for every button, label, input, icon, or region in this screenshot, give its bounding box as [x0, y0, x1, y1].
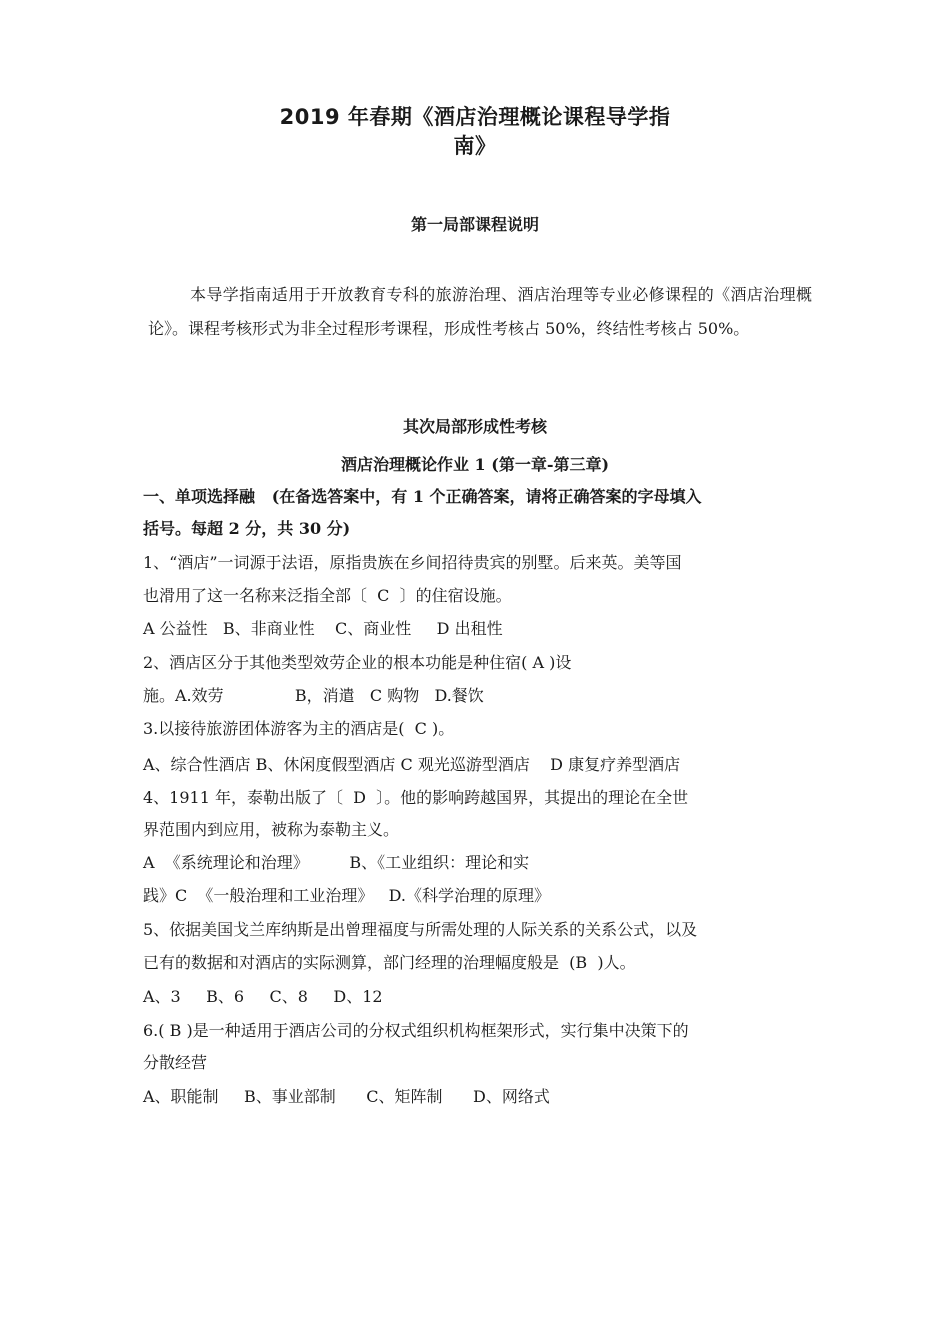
question-5-line-1: 5、依据美国戈兰库纳斯是出曾理福度与所需处理的人际关系的关系公式，以及	[143, 920, 698, 939]
question-6-options: A、职能制 B、事业部制 C、矩阵制 D、网络式	[143, 1087, 550, 1106]
question-2-line-2: 施。A.效劳 B，消遣 C 购物 D.餐饮	[143, 686, 484, 705]
question-4-line-1: 4、1911 年，泰勒出版了〔 D 〕。他的影响跨越国界，其提出的理论在全世	[143, 788, 689, 807]
document-title	[175, 103, 775, 161]
intro-paragraph: 本导学指南适用于开放教育专科的旅游治理、酒店治理等专业必修课程的《酒店治理概论》。课程考核形式为非全过程形考课程，形成性考核占 50%，终结性考核占 50%。	[148, 285, 812, 338]
section1-instruction-line-1: 一、单项选择融 (在备选答案中，有 1 个正确答案，请将正确答案的字母填入	[143, 487, 702, 506]
question-3-line-1: 3.以接待旅游团体游客为主的酒店是( C )。	[143, 719, 455, 738]
question-1-line-2: 也滑用了这一名称来泛指全部〔 C 〕的住宿设施。	[143, 586, 512, 605]
question-6-line-1: 6.( B )是一种适用于酒店公司的分权式组织机构框架形式，实行集中决策下的	[143, 1021, 689, 1040]
part2-heading: 其次局部形成性考核	[402, 417, 547, 436]
question-4-options-line-1: A 《系统理论和治理》 B、《工业组织：理论和实	[143, 853, 530, 872]
assignment-title: 酒店治理概论作业 1 (第一章-第三章)	[340, 455, 610, 474]
question-3-options: A、综合性酒店 B、休闲度假型酒店 C 观光巡游型酒店 D 康复疗养型酒店	[143, 755, 681, 774]
question-2-line-1: 2、酒店区分于其他类型效劳企业的根本功能是种住宿( A )设	[143, 653, 572, 672]
question-6-line-2: 分散经营	[143, 1053, 208, 1072]
question-1-line-1: 1、“酒店”一词源于法语，原指贵族在乡间招待贵宾的别墅。后来英。美等国	[143, 553, 682, 572]
question-4-line-2: 界范围内到应用，被称为泰勒主义。	[143, 820, 400, 839]
question-1-options: A 公益性 B、非商业性 C、商业性 D 出租性	[143, 619, 503, 638]
part1-heading: 第一局部课程说明	[410, 215, 539, 234]
question-5-options: A、3 B、6 C、8 D、12	[143, 987, 383, 1006]
document-title-line-1: 2019 年春期《酒店治理概论课程导学指	[279, 105, 671, 129]
document-title-line-2: 南》	[453, 134, 497, 158]
question-4-options-line-2: 践》C 《一般治理和工业治理》 D.《科学治理的原理》	[143, 886, 551, 905]
question-5-line-2: 已有的数据和对酒店的实际测算，部门经理的治理幅度般是 (B )人。	[143, 953, 636, 972]
section1-instruction-line-2: 括号。每超 2 分，共 30 分)	[143, 519, 351, 538]
